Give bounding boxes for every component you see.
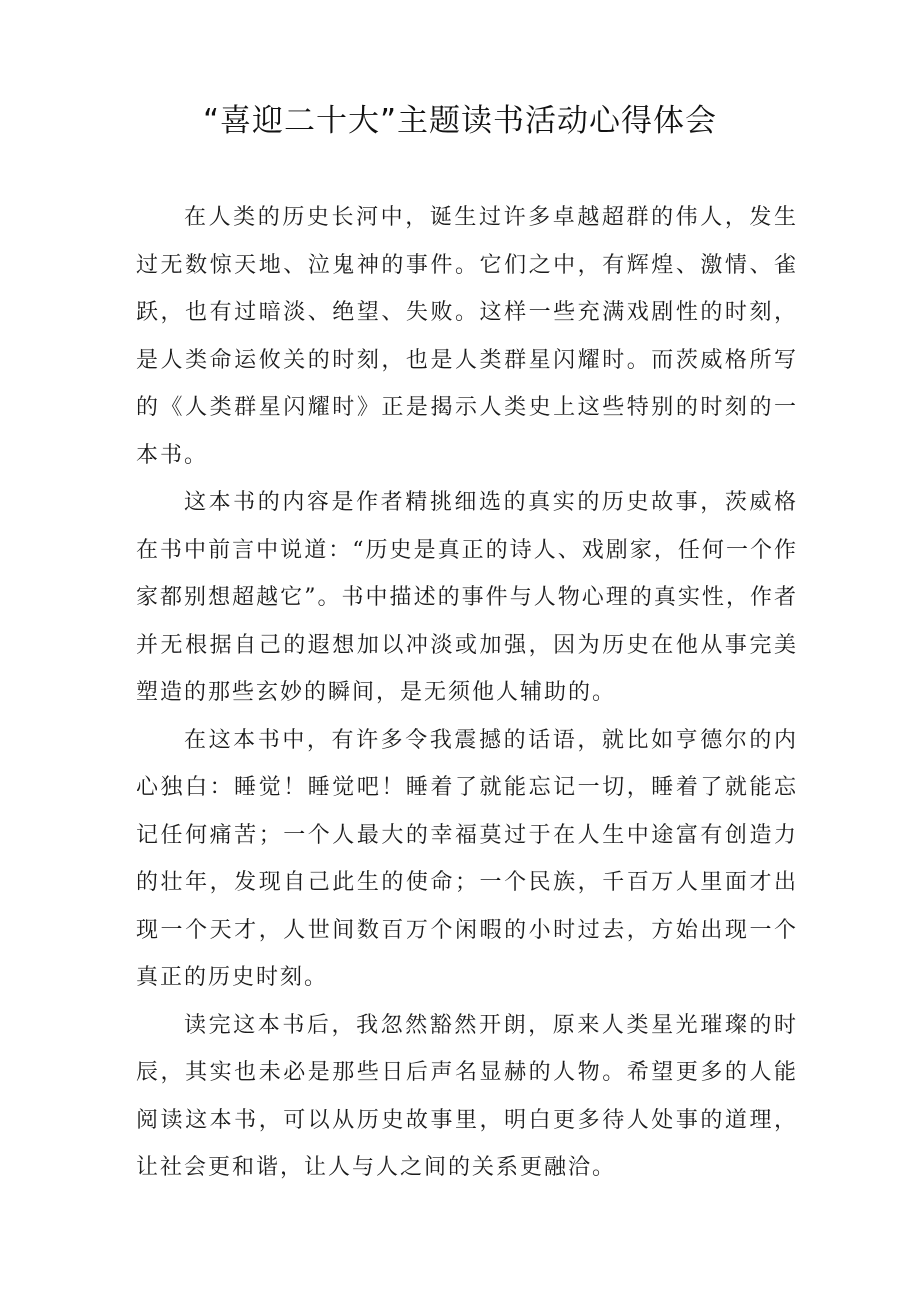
document-title: “喜迎二十大”主题读书活动心得体会 [202,103,718,139]
document-body [136,194,798,1192]
paragraph-1: 在人类的历史长河中，诞生过许多卓越超群的伟人，发生过无数惊天地、泣鬼神的事件。它们之中，有辉煌、激情、雀跃，也有过暗淡、绝望、失败。这样一些充满戏剧性的时刻，是人类命运攸关的时刻，也是人类群星闪耀时。而茨威格所写的《人类群星闪耀时》正是揭示人类史上这些特别的时刻的一本书。 [136,205,798,468]
paragraph-3: 在这本书中，有许多令我震撼的话语，就比如亨德尔的内心独白：睡觉！睡觉吧！睡着了就能忘记一切，睡着了就能忘记任何痛苦；一个人最大的幸福莫过于在人生中途富有创造力的壮年，发现自己此生的使命；一个民族，千百万人里面才出现一个天才，人世间数百万个闲暇的小时过去，方始出现一个真正的历史时刻。 [136,727,798,990]
paragraph-4: 读完这本书后，我忽然豁然开朗，原来人类星光璀璨的时辰，其实也未必是那些日后声名显赫的人物。希望更多的人能阅读这本书，可以从历史故事里，明白更多待人处事的道理，让社会更和谐，让人与人之间的关系更融洽。 [136,1012,798,1180]
paragraph-2: 这本书的内容是作者精挑细选的真实的历史故事，茨威格在书中前言中说道：“历史是真正的诗人、戏剧家，任何一个作家都别想超越它”。书中描述的事件与人物心理的真实性，作者并无根据自己的遐想加以冲淡或加强，因为历史在他从事完美塑造的那些玄妙的瞬间，是无须他人辅助的。 [136,490,798,705]
